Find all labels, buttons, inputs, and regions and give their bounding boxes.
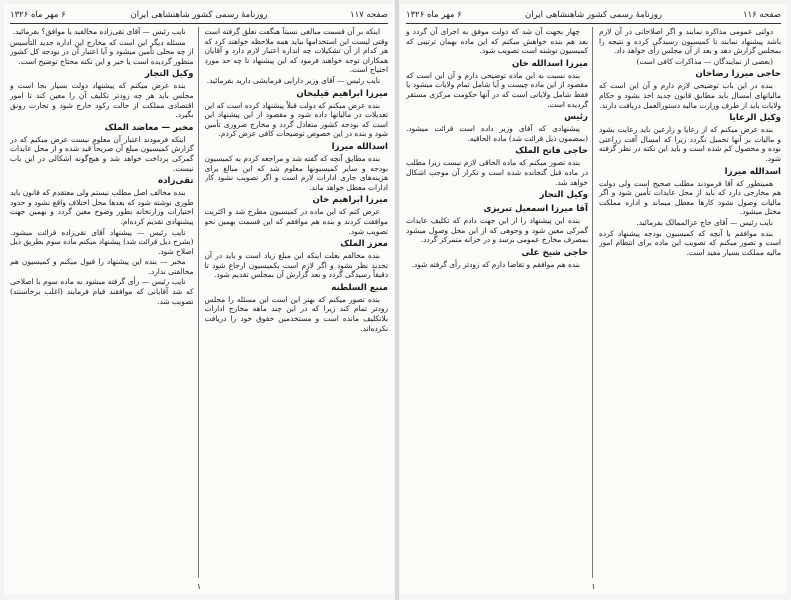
paragraph: نایب رئیس — آقای تقی‌زاده مخالفید یا موافق؟ بفرمائید. — [12, 27, 186, 36]
speaker-heading: حاجی فاتح الملک — [515, 146, 588, 157]
right-page-number: صفحه ۱۱۶ — [743, 10, 781, 20]
speaker-heading: منیع السلطنه — [331, 282, 388, 293]
paragraph: عرض کنم که این ماده در کمیسیون مطرح شد و اکثریت موافقت کردند و بنده هم موافقم که این قسمت بهمین نحو تصویب شود. — [204, 207, 388, 236]
left-page-date: ۶ مهر ماه ۱۳۲۶ — [10, 10, 66, 20]
right-column-2 — [406, 27, 593, 578]
speaker-heading: میرزا ابراهیم خان — [312, 195, 388, 206]
right-page-header — [406, 8, 781, 22]
speaker-heading: وکیل الرعایا — [729, 113, 781, 124]
paragraph: بنده در این باب توضیحی لازم دارم و آن این است که مالیاتهای امسال باید مطابق قانون جدید اخذ بشود و حکام ولایات باید از طرف وزارت مالیه دستورالعمل دریافت دارند. — [599, 81, 781, 110]
left-page-number: صفحه ۱۱۷ — [350, 10, 388, 20]
paragraph: بنده عرض میکنم که دولت قبلاً پیشنهاد کرده است که این تعدیلات در مالیاتها داده شود و مقصود از این پیشنهاد این است که بودجه کشور متعادل گردد و مخارج ضروری تأمین شود و بنده در این خصوص توضیحات کافی عرض کردم. — [204, 100, 388, 139]
paragraph: نایب رئیس — آقای حاج عزالممالک بفرمائید. — [636, 217, 773, 227]
right-page-title: روزنامهٔ رسمی کشور شاهنشاهی ایران — [524, 10, 663, 20]
paragraph: بنده نسبت به این ماده توضیحی دارم و آن این است که مقصود از این ماده چیست و آیا شامل تمام ولایات میشود یا فقط شامل ولایاتی است که در آنها حکومت مرکزی مستقر گردیده است. — [406, 70, 588, 109]
speaker-heading: اسدالله میرزا — [331, 141, 388, 152]
paragraph: بنده هم موافقم و تقاضا دارم که زودتر رأی گرفته شود. — [411, 259, 580, 269]
paragraph: نایب رئیس — پیشنهاد آقای تقی‌زاده قرائت میشود. (بشرح ذیل قرائت شد) پیشنهاد میکنم ماده سوم بطریق ذیل اصلاح شود. — [10, 227, 194, 256]
speaker-heading: مخبر — معاضد الملک — [104, 122, 194, 133]
left-column-2 — [10, 27, 199, 578]
speaker-heading: حاجی میرزا رضاخان — [695, 69, 781, 80]
left-page-title: روزنامهٔ رسمی کشور شاهنشاهی ایران — [130, 10, 268, 20]
paragraph: مخبر — بنده این پیشنهاد را قبول میکنم و کمیسیون هم مخالفتی ندارد. — [10, 257, 194, 276]
paragraph: مسئله دیگر این است که مخارج این اداره جدید التأسیس از چه محلی تأمین میشود و آیا اعتبار آن در بودجه کل کشور منظور گردیده است یا خیر و این نکته محتاج توضیح است. — [10, 37, 194, 66]
speaker-heading: میرزا ابراهیم قیلیخان — [296, 88, 388, 99]
paragraph: بنده عرض میکنم که پیشنهاد دولت بسیار بجا است و مجلس باید هر چه زودتر تکلیف آن را معین کند تا امور اقتصادی مملکت از حالت رکود خارج شود و تجارت رونق بگیرد. — [10, 81, 194, 120]
right-page-date: ۶ مهر ماه ۱۳۲۶ — [406, 10, 462, 20]
speaker-heading: تقی‌زاده — [158, 176, 194, 187]
paragraph: بنده تصور میکنم که ماده الحاقی لازم نیست زیرا مطلب در ماده قبل گنجانده شده است و تکرار آن موجب اشکال خواهد شد. — [406, 158, 588, 187]
right-header-rule — [406, 23, 781, 24]
left-columns — [10, 27, 388, 578]
paragraph: پیشنهادی که آقای وزیر داده است قرائت میشود. (بمضمون ذیل قرائت شد) ماده الحاقیه. — [406, 124, 588, 143]
paragraph: چهار بجهت آن شد که دولت موفق به اجرای آن گردد و بعد هم بنده خواهش میکنم که این ماده بهمان ترتیبی که کمیسیون نوشته است تصویب شود. — [406, 27, 588, 56]
paragraph: همینطور که آقا فرمودند مطلب صحیح است ولی دولت هم مخارجی دارد که باید از محل عایدات تأمین شود و اگر مالیات وصول نشود کارها معطل میماند و اداره مملکت مختل میشود. — [599, 178, 781, 217]
speaker-heading: وکیل التجار — [144, 69, 194, 80]
left-page-footer: ۱ — [196, 582, 202, 591]
right-page — [400, 4, 787, 594]
paragraph: دولتی عمومی مذاکره نمایند و اگر اصلاحاتی در آن لازم باشد پیشنهاد نمایند تا کمیسیون رسیدگی کرده و نتیجه را بمجلس گزارش دهد و بعد از آن مجلس رأی خواهد داد. — [599, 27, 781, 56]
right-column-1 — [599, 27, 781, 578]
left-page-header — [10, 8, 388, 22]
speaker-heading: رئیس — [564, 112, 588, 123]
speaker-heading: حاجی شیخ علی — [521, 247, 588, 258]
paragraph: (بعضی از نمایندگان — مذاکرات کافی است) — [636, 56, 773, 66]
right-columns — [406, 27, 781, 578]
paragraph: اینکه فرمودند اعتبار آن معلوم نیست عرض میکنم که در گزارش کمیسیون مبلغ آن صریحاً قید شده و از محل عایدات گمرکی پرداخت خواهد شد و هیچ‌گونه اشکالی در این باب نیست. — [10, 134, 194, 173]
paragraph: بنده این پیشنهاد را از این جهت دادم که تکلیف عایدات گمرکی معین شود و وجوهی که از این محل وصول میشود بمصرف مخارج عمومی برسد و در خزانه متمرکز گردد. — [406, 216, 588, 245]
paragraph: بنده عرض میکنم که از رعایا و زارعین باید رعایت بشود و مالیات بر آنها تحمیل نگردد زیرا که امسال آفت زراعتی بوده و محصول کم شده است و باید این نکته در نظر گرفته شود. — [599, 125, 781, 163]
paragraph: بنده مخالف اصل مطلب نیستم ولی معتقدم که قانون باید طوری نوشته شود که بعدها محل اختلاف واقع نشود و حدود اختیارات وزارتخانه بطور وضوح معین گردد و بهمین جهت پیشنهادی تقدیم کرده‌ام. — [10, 188, 194, 226]
speaker-heading: وکیل التجار — [539, 190, 588, 201]
left-page — [4, 4, 394, 594]
paragraph: بنده تصور میکنم که بهتر این است این مسئله را مجلس زودتر تمام کند زیرا که در این چند ماهه مخارج ادارات بلاتکلیف مانده است و مستخدمین حقوق خود را دریافت نکرده‌اند. — [204, 294, 388, 333]
paragraph: نایب رئیس — رأی گرفته میشود به ماده سوم با اصلاحی که شد آقایانی که موافقند قیام فرمایند (اغلب برخاستند) تصویب شد. — [10, 277, 194, 306]
paragraph: اینکه بر آن قسمت مبالغی نسبتاً هنگفت تعلق گرفته است وقتی لیست این استخدامها بیاید همه ملاحظه خواهند کرد که هر کدام از آن تشکیلات چه اندازه اعتبار لازم دارد و آقایان همکاران توجه خواهند فرمود که این پیشنهاد تا چه حد مورد احتیاج است. — [204, 27, 388, 75]
paragraph: نایب رئیس — آقای وزیر دارایی فرمایشی دارید بفرمائید. — [206, 75, 380, 85]
speaker-heading: اسدالله میرزا — [724, 166, 781, 177]
right-page-footer: ۱ — [591, 582, 596, 591]
speaker-heading: آقا میرزا اسمعیل تبریزی — [483, 204, 588, 215]
paragraph: بنده موافقم با آنچه که کمیسیون بودجه پیشنهاد کرده است و تصور میکنم که تصویب این ماده برای انتظام امور مالیه مملکت بسیار مفید است. — [599, 228, 781, 257]
speaker-heading: معزز الملک — [340, 239, 388, 250]
left-column-1 — [205, 27, 389, 578]
paragraph: بنده مخالفم بعلت اینکه این مبلغ زیاد است و باید در آن تجدید نظر بشود و اگر لازم است بکمیسیون ارجاع شود تا دقیقاً رسیدگی گردد و بعد گزارش آن بمجلس تقدیم شود. — [204, 251, 388, 280]
binding-gutter — [395, 0, 399, 600]
paragraph: بنده مطابق آنچه که گفته شد و مراجعه کردم به کمیسیون بودجه و سایر کمیسیونها معلوم شد که این مبالغ برای هزینه‌های جاری ادارات لازم است و اگر تصویب نشود کار ادارات معطل خواهد ماند. — [204, 153, 388, 192]
speaker-heading: میرزا اسدالله خان — [511, 58, 588, 69]
left-header-rule — [10, 23, 388, 24]
